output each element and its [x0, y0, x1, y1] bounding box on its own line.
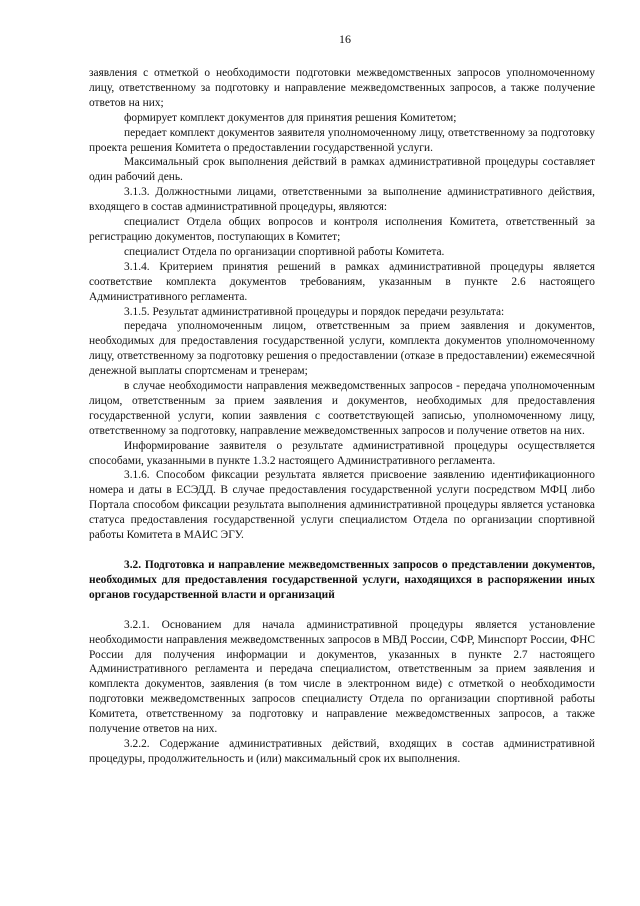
- paragraph: 3.1.5. Результат административной процедуры и порядок передачи результата:: [124, 305, 505, 318]
- paragraph: заявления с отметкой о необходимости подготовки межведомственных запросов уполномоченному лицу, ответственному за подготовку и направление межведомственных запросов, а также получение ответов на них;: [89, 67, 595, 109]
- body-text-upper: [89, 66, 595, 543]
- paragraph: Информирование заявителя о результате административной процедуры осуществляется способами, указанными в пункте 1.3.2 настоящего Административного регламента.: [89, 439, 595, 467]
- paragraph: Максимальный срок выполнения действий в рамках административной процедуры составляет один рабочий день.: [89, 156, 595, 184]
- section-heading: 3.2. Подготовка и направление межведомственных запросов о представлении документов, необходимых для предоставления государственной услуги, находящихся в распоряжении иных органов государственной власти и организаций: [89, 559, 595, 601]
- paragraph: 3.2.1. Основанием для начала административной процедуры является установление необходимости направления межведомственных запросов в МВД России, СФР, Минспорт России, ФНС России для получения информации и документов, указанных в пункте 2.7 настоящего Административного регламента и передача специалистом, ответственным за прием заявления и комплекта документов, заявления (в том числе в электронном виде) с отметкой о необходимости подготовки межведомственных запросов специалисту Отдела по организации спортивной работы Комитета, ответственному за подготовку и направление межведомственных запросов, а также получение ответов на них.: [89, 618, 595, 736]
- paragraph: передает комплект документов заявителя уполномоченному лицу, ответственному за подготовку проекта решения Комитета о предоставлении государственной услуги.: [89, 126, 595, 154]
- paragraph: 3.2.2. Содержание административных действий, входящих в состав административной процедуры, продолжительность и (или) максимальный срок их выполнения.: [89, 737, 595, 765]
- paragraph: специалист Отдела общих вопросов и контроля исполнения Комитета, ответственный за регистрацию документов, поступающих в Комитет;: [89, 216, 595, 243]
- paragraph: передача уполномоченным лицом, ответственным за прием заявления и документов, необходимых для предоставления государственной услуги, комплекта документов уполномоченному лицу, ответственному за подготовку решения о предоставлении (отказе в предоставлении) ежемесячной денежной выплаты спортсменам и тренерам;: [89, 320, 595, 378]
- paragraph: 3.1.4. Критерием принятия решений в рамках административной процедуры является соответствие комплекта документов требованиям, указанным в пункте 2.6 настоящего Административного регламента.: [89, 260, 595, 303]
- paragraph: формирует комплект документов для принятия решения Комитетом;: [124, 111, 457, 124]
- paragraph: специалист Отдела по организации спортивной работы Комитета.: [124, 245, 445, 258]
- paragraph: в случае необходимости направления межведомственных запросов - передача уполномоченным лицом, ответственным за прием заявления и документов, необходимых для предоставления государственной услуги, копии заявления с соответствующей записью, уполномоченному лицу, ответственному за подготовку, направление межведомственных запросов и получение ответов на них.: [89, 380, 595, 437]
- paragraph: 3.1.6. Способом фиксации результата является присвоение заявлению идентификационного номера и даты в ЕСЭДД. В случае предоставления государственной услуги посредством МФЦ либо Портала способом фиксации результата выполнения административной процедуры является установка статуса предоставления государственной услуги специалистом Отдела по организации спортивной работы Комитета в МАИС ЭГУ.: [89, 469, 595, 542]
- body-text-lower: [89, 618, 595, 767]
- page-number: 16: [339, 32, 351, 46]
- paragraph: 3.1.3. Должностными лицами, ответственными за выполнение административного действия, входящего в состав административной процедуры, являются:: [89, 186, 595, 214]
